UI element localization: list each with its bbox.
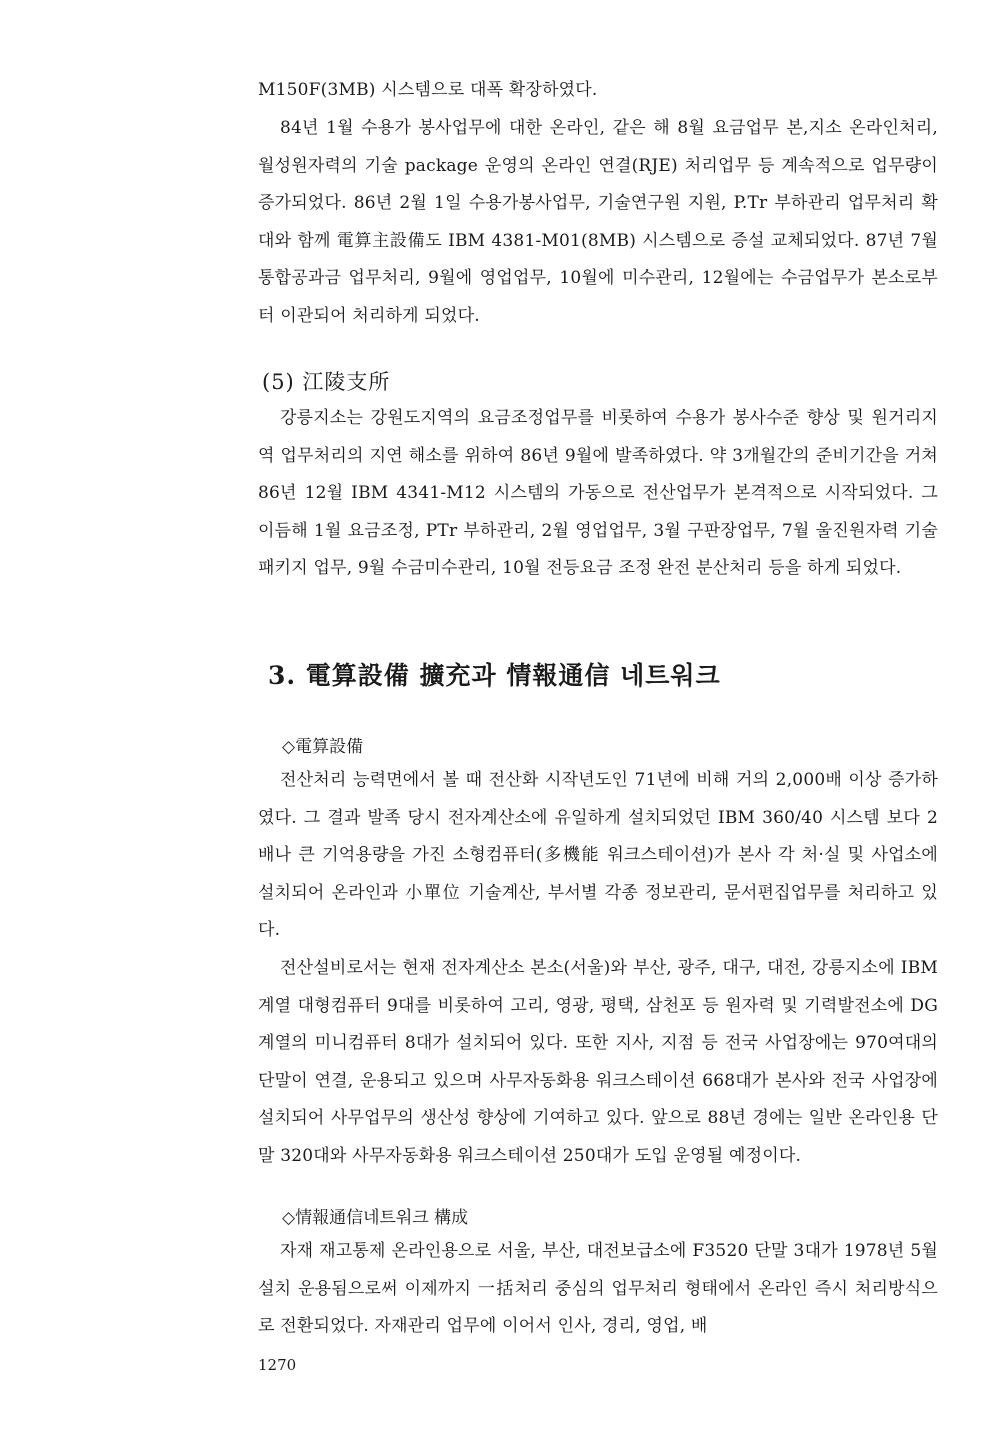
subheading-network-composition: ◇情報通信네트워크 構成 — [282, 1208, 469, 1228]
paragraph-seoul-systems: 84년 1월 수용가 봉사업무에 대한 온라인, 같은 해 8월 요금업무 본,지소 온라인처리, 월성원자력의 기술 package 운영의 온라인 연결(RJE) 처리업무 등 계속적으로 업무량이 증가되었다. 86년 2월 1일 수용가봉사업무, 기술연구원 지원, P.Tr 부하관리 업무처리 확대와 함께 電算主設備도 IBM 4381-M01(8MB) 시스템으로 증설 교체되었다. 87년 7월 통합공과금 업무처리, 9월에 영업업무, 10월에 미수관리, 12월에는 수금업무가 본소로부터 이관되어 처리하게 되었다. — [258, 118, 938, 326]
paragraph-continuation: M150F(3MB) 시스템으로 대폭 확장하였다. — [258, 80, 598, 100]
chapter-heading: 3. 電算設備 擴充과 情報通信 네트워크 — [268, 661, 721, 690]
paragraph-network: 자재 재고통제 온라인용으로 서울, 부산, 대전보급소에 F3520 단말 3대가 1978년 5월 설치 운용됨으로써 이제까지 一括처리 중심의 업무처리 형태에서 온라인 즉시 처리방식으로 전환되었다. 자재관리 업무에 이어서 인사, 경리, 영업, 배 — [258, 1241, 938, 1336]
section-heading-gangneung: (5) 江陵支所 — [262, 370, 391, 394]
page-number: 1270 — [258, 1356, 297, 1374]
paragraph-computing-facilities: 전산설비로서는 현재 전자계산소 본소(서울)와 부산, 광주, 대구, 대전, 강릉지소에 IBM계열 대형컴퓨터 9대를 비롯하여 고리, 영광, 평택, 삼천포 등 원자력 및 기력발전소에 DG계열의 미니컴퓨터 8대가 설치되어 있다. 또한 지사, 지점 등 전국 사업장에는 970여대의 단말이 연결, 운용되고 있으며 사무자동화용 워크스테이션 668대가 본사와 전국 사업장에 설치되어 사무업무의 생산성 향상에 기여하고 있다. 앞으로 88년 경에는 일반 온라인용 단말 320대와 사무자동화용 워크스테이션 250대가 도입 운영될 예정이다. — [258, 958, 938, 1166]
paragraph-gangneung: 강릉지소는 강원도지역의 요금조정업무를 비롯하여 수용가 봉사수준 향상 및 원거리지역 업무처리의 지연 해소를 위하여 86년 9월에 발족하였다. 약 3개월간의 준비기간을 거쳐 86년 12월 IBM 4341-M12 시스템의 가동으로 전산업무가 본격적으로 시작되었다. 그 이듬해 1월 요금조정, PTr 부하관리, 2월 영업업무, 3월 구판장업무, 7월 울진원자력 기술 패키지 업무, 9월 수금미수관리, 10월 전등요금 조정 완전 분산처리 등을 하게 되었다. — [258, 408, 938, 578]
paragraph-computing-capacity: 전산처리 능력면에서 볼 때 전산화 시작년도인 71년에 비해 거의 2,000배 이상 증가하였다. 그 결과 발족 당시 전자계산소에 유일하게 설치되었던 IBM 360/40 시스템 보다 2배나 큰 기억용량을 가진 소형컴퓨터(多機能 워크스테이션)가 본사 각 처·실 및 사업소에 설치되어 온라인과 小單位 기술계산, 부서별 각종 정보관리, 문서편집업무를 처리하고 있다. — [258, 770, 938, 940]
subheading-computing-equipment: ◇電算設備 — [282, 737, 364, 757]
